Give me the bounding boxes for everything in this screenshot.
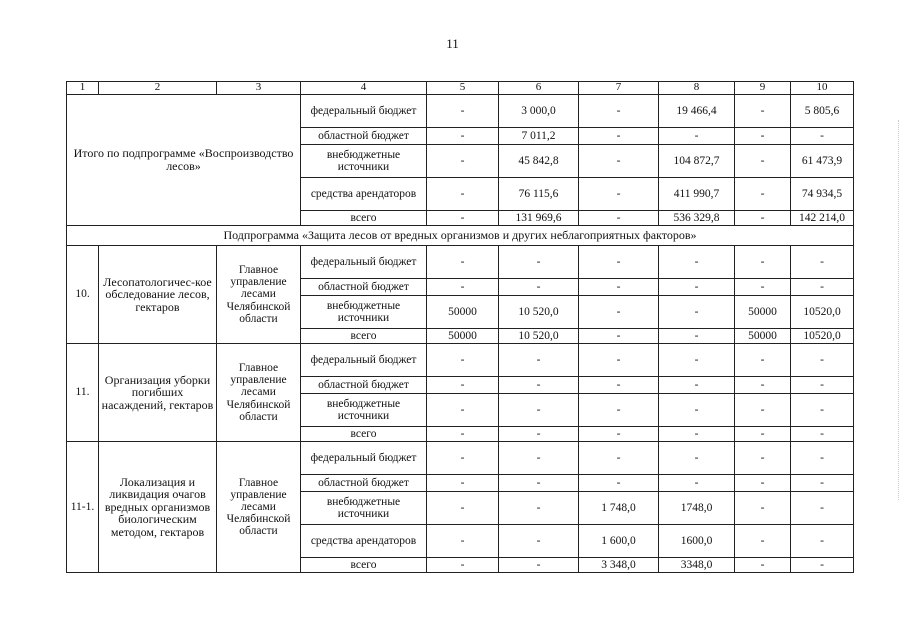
value-cell: - [659,427,735,442]
value-cell: 10520,0 [791,296,854,329]
source-cell: средства арендаторов [301,525,427,558]
item-agency: Главное управление лесами Челябинской области [217,246,301,344]
value-cell: - [791,377,854,394]
value-cell: - [735,128,791,145]
value-cell: - [579,344,659,377]
value-cell: - [427,211,499,226]
value-cell: - [579,296,659,329]
value-cell: 1748,0 [659,492,735,525]
item-name: Локализация и ликвидация очагов вредных организмов биологическим методом, гектаров [99,442,217,573]
column-header: 1 [67,82,99,95]
value-cell: 10520,0 [791,329,854,344]
value-cell: - [659,128,735,145]
value-cell: - [579,128,659,145]
value-cell: - [427,145,499,178]
value-cell: - [427,279,499,296]
value-cell: - [735,95,791,128]
value-cell: - [499,279,579,296]
value-cell: - [659,279,735,296]
column-header: 9 [735,82,791,95]
value-cell: - [735,525,791,558]
value-cell: 10 520,0 [499,329,579,344]
value-cell: - [427,246,499,279]
page-number: 11 [446,36,459,51]
value-cell: 3 348,0 [579,558,659,573]
value-cell: - [735,344,791,377]
value-cell: - [499,246,579,279]
value-cell: - [659,329,735,344]
item-number: 10. [67,246,99,344]
value-cell: - [499,377,579,394]
value-cell: - [791,558,854,573]
value-cell: - [791,344,854,377]
value-cell: - [735,558,791,573]
value-cell: - [579,145,659,178]
value-cell: - [735,211,791,226]
value-cell: - [579,279,659,296]
source-cell: средства арендаторов [301,178,427,211]
source-cell: областной бюджет [301,377,427,394]
value-cell: - [735,394,791,427]
source-cell: всего [301,558,427,573]
value-cell: 50000 [427,296,499,329]
item-name: Организация уборки погибших насаждений, гектаров [99,344,217,442]
value-cell: - [735,279,791,296]
source-cell: федеральный бюджет [301,344,427,377]
value-cell: - [659,246,735,279]
value-cell: 1 600,0 [579,525,659,558]
value-cell: - [659,475,735,492]
value-cell: - [659,377,735,394]
value-cell: - [735,475,791,492]
value-cell: 50000 [735,296,791,329]
value-cell: - [427,442,499,475]
column-header: 8 [659,82,735,95]
value-cell: - [659,296,735,329]
value-cell: - [499,525,579,558]
source-cell: всего [301,211,427,226]
header-row [67,82,854,95]
item-number: 11. [67,344,99,442]
value-cell: - [791,246,854,279]
value-cell: - [579,377,659,394]
value-cell: - [735,442,791,475]
value-cell: - [427,128,499,145]
subprogram-row [67,226,854,246]
total-row [67,95,854,128]
column-header: 6 [499,82,579,95]
column-header: 7 [579,82,659,95]
value-cell: - [427,427,499,442]
source-cell: областной бюджет [301,279,427,296]
value-cell: - [499,558,579,573]
source-cell: областной бюджет [301,128,427,145]
source-cell: областной бюджет [301,475,427,492]
value-cell: - [499,344,579,377]
source-cell: внебюджетные источники [301,492,427,525]
value-cell: 131 969,6 [499,211,579,226]
value-cell: - [579,178,659,211]
value-cell: 7 011,2 [499,128,579,145]
item-name: Лесопатологичес-кое обследование лесов, гектаров [99,246,217,344]
value-cell: - [791,394,854,427]
value-cell: - [427,525,499,558]
item-row [67,246,854,279]
column-header: 5 [427,82,499,95]
value-cell: - [791,492,854,525]
source-cell: федеральный бюджет [301,95,427,128]
program-table [66,81,854,573]
value-cell: - [791,442,854,475]
value-cell: - [791,525,854,558]
value-cell: 76 115,6 [499,178,579,211]
value-cell: - [427,178,499,211]
source-cell: внебюджетные источники [301,296,427,329]
value-cell: 411 990,7 [659,178,735,211]
value-cell: 3348,0 [659,558,735,573]
value-cell: - [579,442,659,475]
source-cell: федеральный бюджет [301,246,427,279]
value-cell: - [499,475,579,492]
value-cell: - [427,344,499,377]
column-header: 3 [217,82,301,95]
value-cell: 74 934,5 [791,178,854,211]
total-name: Итого по подпрограмме «Воспроизводство лесов» [67,95,301,226]
value-cell: 19 466,4 [659,95,735,128]
scan-edge-mark [896,120,899,500]
column-header: 4 [301,82,427,95]
value-cell: - [791,475,854,492]
item-row [67,344,854,377]
value-cell: 104 872,7 [659,145,735,178]
value-cell: - [579,394,659,427]
item-number: 11-1. [67,442,99,573]
value-cell: - [579,427,659,442]
value-cell: 45 842,8 [499,145,579,178]
value-cell: 1 748,0 [579,492,659,525]
value-cell: - [427,377,499,394]
value-cell: - [499,492,579,525]
value-cell: - [791,128,854,145]
source-cell: всего [301,427,427,442]
value-cell: - [499,427,579,442]
value-cell: - [579,246,659,279]
value-cell: - [427,492,499,525]
value-cell: - [735,377,791,394]
value-cell: - [735,427,791,442]
value-cell: - [579,329,659,344]
value-cell: - [499,394,579,427]
value-cell: - [499,442,579,475]
value-cell: 3 000,0 [499,95,579,128]
source-cell: внебюджетные источники [301,394,427,427]
value-cell: - [659,344,735,377]
value-cell: - [791,427,854,442]
subprogram-title: Подпрограмма «Защита лесов от вредных организмов и других неблагоприятных факторов» [67,226,854,246]
value-cell: - [791,279,854,296]
value-cell: - [735,246,791,279]
value-cell: 50000 [735,329,791,344]
value-cell: - [579,211,659,226]
value-cell: - [659,394,735,427]
value-cell: - [579,95,659,128]
value-cell: - [427,394,499,427]
column-header: 10 [791,82,854,95]
table-body [67,82,854,573]
value-cell: - [427,475,499,492]
item-row [67,442,854,475]
value-cell: 10 520,0 [499,296,579,329]
source-cell: федеральный бюджет [301,442,427,475]
item-agency: Главное управление лесами Челябинской области [217,344,301,442]
value-cell: - [735,178,791,211]
value-cell: - [579,475,659,492]
value-cell: 61 473,9 [791,145,854,178]
value-cell: - [427,95,499,128]
value-cell: 142 214,0 [791,211,854,226]
value-cell: 50000 [427,329,499,344]
value-cell: - [427,558,499,573]
value-cell: 536 329,8 [659,211,735,226]
value-cell: - [659,442,735,475]
value-cell: 5 805,6 [791,95,854,128]
value-cell: - [735,492,791,525]
item-agency: Главное управление лесами Челябинской области [217,442,301,573]
value-cell: 1600,0 [659,525,735,558]
source-cell: внебюджетные источники [301,145,427,178]
column-header: 2 [99,82,217,95]
source-cell: всего [301,329,427,344]
value-cell: - [735,145,791,178]
